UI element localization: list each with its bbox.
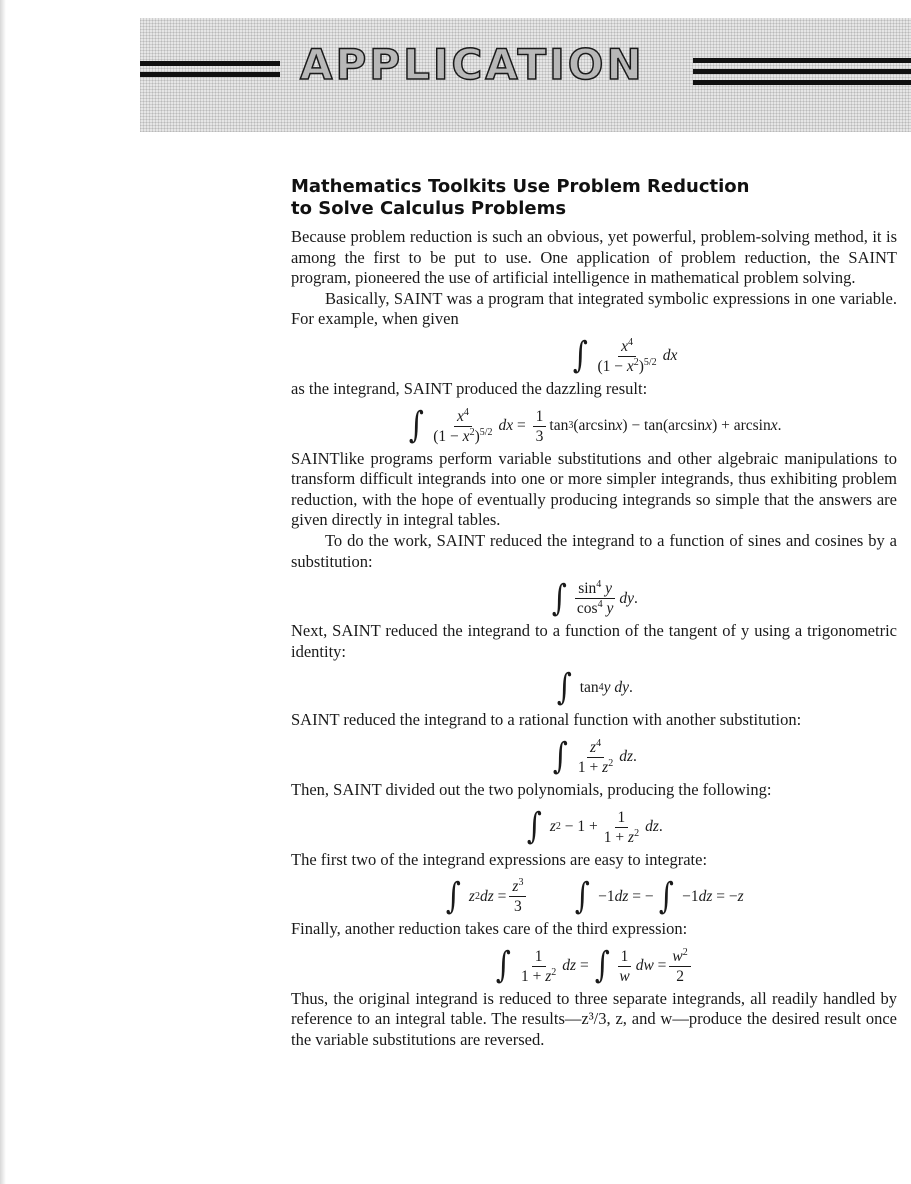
- banner-rule: [693, 69, 911, 74]
- banner-title: APPLICATION: [300, 40, 645, 89]
- equation-polynomial-division: ∫ z 2 − 1 + $\frac{1}{1 + z^2}$ dz .: [527, 806, 663, 847]
- equation-third-expression: ∫ $\frac{1}{1 + z^2}$ dz = ∫ $\frac{1}{w}$ dw = $\frac{w^2}{2}$: [291, 948, 897, 985]
- article-heading-line: Mathematics Toolkits Use Problem Reduction: [291, 176, 750, 197]
- paragraph: Because problem reduction is such an obvious, yet powerful, problem-solving method, it is among the first to be put to use. One application of problem reduction, the SAINT program, pioneered the use of artificial intelligence in mathematical problem solving.: [291, 227, 897, 288]
- paragraph: Next, SAINT reduced the integrand to a function of the tangent of y using a trigonometric identity:: [291, 621, 897, 661]
- paragraph: Finally, another reduction takes care of the third expression:: [291, 919, 688, 939]
- article-heading-line: to Solve Calculus Problems: [291, 198, 567, 219]
- banner-rule: [693, 80, 911, 85]
- paragraph: To do the work, SAINT reduced the integrand to a function of sines and cosines by a substitution:: [291, 530, 897, 571]
- page-edge-shadow: [0, 0, 6, 1184]
- paragraph: Thus, the original integrand is reduced to three separate integrands, all readily handled by reference to an integral table. The results—z³/3, z, and w—produce the desired result once the variable substitutions are reversed.: [291, 988, 897, 1049]
- paragraph: Then, SAINT divided out the two polynomials, producing the following:: [291, 779, 772, 799]
- equation-tangent: ∫ tan 4 y dy .: [556, 667, 633, 709]
- application-article: [291, 176, 897, 1050]
- article-heading: [291, 176, 897, 220]
- equation-integral-given: ∫ $\frac{x^4}{(1 - x^2)^{5/2}}$ dx: [572, 335, 678, 377]
- paragraph: The first two of the integrand expressions are easy to integrate:: [291, 849, 708, 869]
- banner-rule: [693, 58, 911, 63]
- equation-integral-result: ∫ $\frac{x^4}{(1 - x^2)^{5/2}}$ dx = $\frac{1}{3}$ tan 3 (arcsin x ) − tan(arcsin x ) + arcsin x .: [408, 405, 782, 447]
- paragraph: as the integrand, SAINT produced the dazzling result:: [291, 378, 648, 398]
- equation-easy-integrals: ∫ z 2 dz = $\frac{z^3}{3}$ ∫ −1 dz = − ∫ −1 dz = − z: [446, 875, 744, 917]
- paragraph: SAINT reduced the integrand to a rational function with another substitution:: [291, 710, 802, 730]
- equation-sin-cos: ∫ $\frac{\sin^4 y}{\cos^4 y}$ dy .: [552, 577, 638, 619]
- application-banner: [140, 18, 911, 132]
- equation-rational: ∫ $\frac{z^4}{1 + z^2}$ dz .: [553, 736, 637, 778]
- banner-rule: [140, 61, 280, 66]
- banner-rule: [140, 72, 280, 77]
- paragraph: Basically, SAINT was a program that integrated symbolic expressions in one variable. For example, when given: [291, 288, 897, 329]
- paragraph: SAINTlike programs perform variable substitutions and other algebraic manipulations to transform difficult integrands into one or more simpler integrands, thus exhibiting problem reduction, with the hope of eventually producing integrands so simple that the answers are given directly in integral tables.: [291, 448, 897, 530]
